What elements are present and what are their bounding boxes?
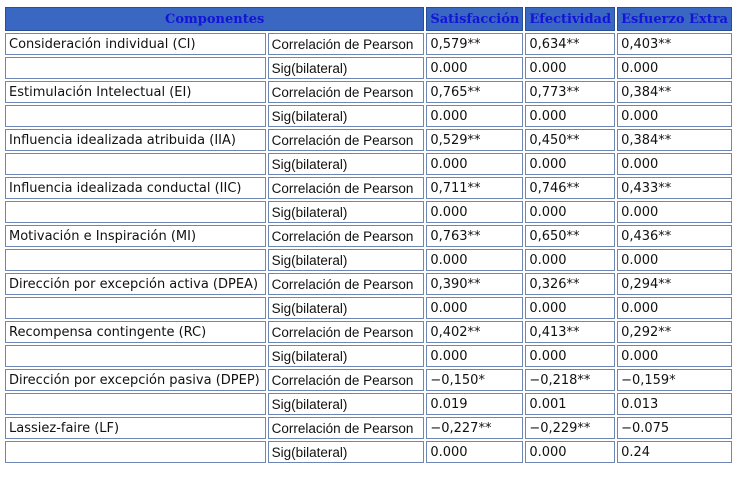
esfuerzo-correlation: 0,433** bbox=[617, 177, 732, 199]
efectividad-correlation: −0,229** bbox=[525, 417, 615, 439]
statistic-label: Correlación de Pearson bbox=[268, 225, 425, 247]
statistic-label: Correlación de Pearson bbox=[268, 129, 425, 151]
component-name-empty bbox=[5, 57, 266, 79]
efectividad-significance: 0.000 bbox=[525, 249, 615, 271]
table-row-correlation bbox=[5, 369, 732, 391]
statistic-label: Sig(bilateral) bbox=[268, 345, 425, 367]
esfuerzo-significance: 0.000 bbox=[617, 201, 732, 223]
component-name: Dirección por excepción activa (DPEA) bbox=[5, 273, 266, 295]
statistic-label: Correlación de Pearson bbox=[268, 369, 425, 391]
header-componentes: Componentes bbox=[5, 7, 424, 31]
statistic-label: Correlación de Pearson bbox=[268, 273, 425, 295]
statistic-label: Sig(bilateral) bbox=[268, 201, 425, 223]
satisfaccion-significance: 0.019 bbox=[426, 393, 523, 415]
component-name-empty bbox=[5, 393, 266, 415]
table-row-significance bbox=[5, 57, 732, 79]
satisfaccion-correlation: −0,227** bbox=[426, 417, 523, 439]
satisfaccion-significance: 0.000 bbox=[426, 345, 523, 367]
efectividad-significance: 0.000 bbox=[525, 441, 615, 463]
esfuerzo-significance: 0.013 bbox=[617, 393, 732, 415]
table-row-correlation bbox=[5, 177, 732, 199]
table-row-significance bbox=[5, 249, 732, 271]
statistic-label: Correlación de Pearson bbox=[268, 81, 425, 103]
table-row-correlation bbox=[5, 417, 732, 439]
table-row-correlation bbox=[5, 273, 732, 295]
efectividad-significance: 0.000 bbox=[525, 297, 615, 319]
table-row-significance bbox=[5, 153, 732, 175]
statistic-label: Sig(bilateral) bbox=[268, 105, 425, 127]
statistic-label: Sig(bilateral) bbox=[268, 57, 425, 79]
satisfaccion-correlation: 0,402** bbox=[426, 321, 523, 343]
efectividad-significance: 0.000 bbox=[525, 57, 615, 79]
header-efectividad: Efectividad bbox=[525, 7, 615, 31]
esfuerzo-significance: 0.000 bbox=[617, 249, 732, 271]
esfuerzo-significance: 0.000 bbox=[617, 345, 732, 367]
component-name: Consideración individual (CI) bbox=[5, 33, 266, 55]
component-name-empty bbox=[5, 153, 266, 175]
statistic-label: Correlación de Pearson bbox=[268, 417, 425, 439]
esfuerzo-significance: 0.000 bbox=[617, 153, 732, 175]
component-name: Influencia idealizada atribuida (IIA) bbox=[5, 129, 266, 151]
esfuerzo-correlation: 0,384** bbox=[617, 81, 732, 103]
statistic-label: Sig(bilateral) bbox=[268, 441, 425, 463]
esfuerzo-correlation: 0,294** bbox=[617, 273, 732, 295]
satisfaccion-correlation: −0,150* bbox=[426, 369, 523, 391]
component-name: Dirección por excepción pasiva (DPEP) bbox=[5, 369, 266, 391]
component-name: Estimulación Intelectual (EI) bbox=[5, 81, 266, 103]
satisfaccion-significance: 0.000 bbox=[426, 201, 523, 223]
statistic-label: Sig(bilateral) bbox=[268, 249, 425, 271]
component-name-empty bbox=[5, 201, 266, 223]
statistic-label: Correlación de Pearson bbox=[268, 321, 425, 343]
table-row-correlation bbox=[5, 81, 732, 103]
efectividad-correlation: 0,413** bbox=[525, 321, 615, 343]
table-row-significance bbox=[5, 201, 732, 223]
efectividad-correlation: 0,634** bbox=[525, 33, 615, 55]
efectividad-significance: 0.000 bbox=[525, 105, 615, 127]
header-satisfaccion: Satisfacción bbox=[426, 7, 523, 31]
satisfaccion-correlation: 0,763** bbox=[426, 225, 523, 247]
efectividad-correlation: 0,773** bbox=[525, 81, 615, 103]
statistic-label: Correlación de Pearson bbox=[268, 33, 425, 55]
table-row-significance bbox=[5, 105, 732, 127]
component-name-empty bbox=[5, 249, 266, 271]
efectividad-correlation: 0,326** bbox=[525, 273, 615, 295]
satisfaccion-significance: 0.000 bbox=[426, 441, 523, 463]
satisfaccion-correlation: 0,579** bbox=[426, 33, 523, 55]
table-row-significance bbox=[5, 297, 732, 319]
statistic-label: Correlación de Pearson bbox=[268, 177, 425, 199]
component-name: Lassiez-faire (LF) bbox=[5, 417, 266, 439]
efectividad-significance: 0.001 bbox=[525, 393, 615, 415]
table-row-significance bbox=[5, 393, 732, 415]
component-name: Recompensa contingente (RC) bbox=[5, 321, 266, 343]
esfuerzo-significance: 0.000 bbox=[617, 297, 732, 319]
satisfaccion-significance: 0.000 bbox=[426, 153, 523, 175]
esfuerzo-correlation: 0,292** bbox=[617, 321, 732, 343]
efectividad-correlation: −0,218** bbox=[525, 369, 615, 391]
satisfaccion-significance: 0.000 bbox=[426, 105, 523, 127]
table-body bbox=[5, 33, 732, 463]
satisfaccion-significance: 0.000 bbox=[426, 297, 523, 319]
esfuerzo-correlation: 0,403** bbox=[617, 33, 732, 55]
satisfaccion-correlation: 0,765** bbox=[426, 81, 523, 103]
table-row-significance bbox=[5, 345, 732, 367]
component-name-empty bbox=[5, 105, 266, 127]
statistic-label: Sig(bilateral) bbox=[268, 153, 425, 175]
table-row-correlation bbox=[5, 129, 732, 151]
component-name: Motivación e Inspiración (MI) bbox=[5, 225, 266, 247]
efectividad-correlation: 0,650** bbox=[525, 225, 615, 247]
table-row-correlation bbox=[5, 33, 732, 55]
header-row bbox=[5, 7, 732, 31]
esfuerzo-significance: 0.000 bbox=[617, 57, 732, 79]
correlation-table bbox=[3, 5, 734, 465]
efectividad-correlation: 0,746** bbox=[525, 177, 615, 199]
efectividad-significance: 0.000 bbox=[525, 153, 615, 175]
esfuerzo-correlation: 0,384** bbox=[617, 129, 732, 151]
statistic-label: Sig(bilateral) bbox=[268, 297, 425, 319]
component-name: Influencia idealizada conductal (IIC) bbox=[5, 177, 266, 199]
header-esfuerzo-extra: Esfuerzo Extra bbox=[617, 7, 732, 31]
table-row-significance bbox=[5, 441, 732, 463]
esfuerzo-correlation: 0,436** bbox=[617, 225, 732, 247]
esfuerzo-correlation: −0.075 bbox=[617, 417, 732, 439]
satisfaccion-significance: 0.000 bbox=[426, 57, 523, 79]
satisfaccion-correlation: 0,711** bbox=[426, 177, 523, 199]
table-row-correlation bbox=[5, 321, 732, 343]
satisfaccion-correlation: 0,390** bbox=[426, 273, 523, 295]
component-name-empty bbox=[5, 297, 266, 319]
satisfaccion-correlation: 0,529** bbox=[426, 129, 523, 151]
esfuerzo-significance: 0.000 bbox=[617, 105, 732, 127]
table-row-correlation bbox=[5, 225, 732, 247]
satisfaccion-significance: 0.000 bbox=[426, 249, 523, 271]
efectividad-significance: 0.000 bbox=[525, 345, 615, 367]
efectividad-significance: 0.000 bbox=[525, 201, 615, 223]
statistic-label: Sig(bilateral) bbox=[268, 393, 425, 415]
esfuerzo-significance: 0.24 bbox=[617, 441, 732, 463]
efectividad-correlation: 0,450** bbox=[525, 129, 615, 151]
component-name-empty bbox=[5, 441, 266, 463]
esfuerzo-correlation: −0,159* bbox=[617, 369, 732, 391]
component-name-empty bbox=[5, 345, 266, 367]
